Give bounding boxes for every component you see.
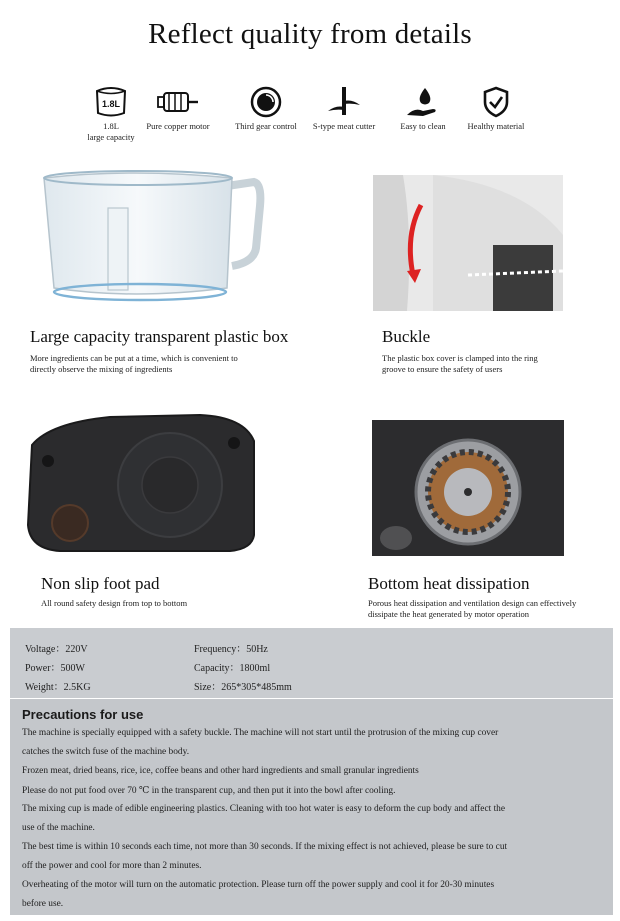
base-underside-photo: [20, 405, 260, 555]
water-drop-hand-icon: [403, 85, 443, 119]
feature-gear: [226, 85, 306, 132]
spec-capacity: Capacity：1800ml: [194, 663, 271, 674]
feature-label: Third gear control: [235, 121, 297, 131]
precaution-line: The best time is within 10 seconds each time, not more than 30 seconds. If the mixing effect is not achieved, please be sure to cut: [22, 842, 508, 852]
specifications-panel: [10, 628, 613, 698]
feature-label: 1.8L large capacity: [87, 121, 135, 142]
feature-cutter: [304, 85, 384, 132]
feature-row: [78, 85, 548, 147]
gear-dial-icon: [248, 85, 284, 119]
shield-check-icon: [478, 85, 514, 119]
precaution-line: before use.: [22, 899, 64, 909]
capacity-badge: 1.8L: [101, 99, 121, 109]
feature-label: Healthy material: [467, 121, 525, 131]
detail-text: Porous heat dissipation and ventilation design can effectively dissipate the heat generated by motor operation: [368, 598, 577, 619]
feature-motor: [138, 85, 218, 132]
feature-label: Easy to clean: [400, 121, 446, 131]
detail-heading: Non slip foot pad: [41, 574, 160, 593]
spec-power: Power：500W: [25, 663, 85, 674]
heat-vent-photo: [372, 420, 564, 556]
detail-heading: Large capacity transparent plastic box: [30, 327, 289, 346]
feature-label: Pure copper motor: [146, 121, 210, 131]
precautions-panel: [10, 699, 613, 915]
feature-material: [456, 85, 536, 132]
detail-text: The plastic box cover is clamped into the ring groove to ensure the safety of users: [382, 353, 538, 374]
precaution-line: The mixing cup is made of edible engineering plastics. Cleaning with too hot water is easy to deform the cup body and affect the: [22, 804, 506, 814]
precautions-title: Precautions for use: [22, 707, 144, 722]
feature-clean: [383, 85, 463, 132]
transparent-bowl-photo: [32, 166, 272, 306]
detail-text: All round safety design from top to bottom: [41, 598, 188, 608]
blade-icon: [324, 85, 364, 119]
spec-size: Size：265*305*485mm: [194, 682, 292, 693]
precaution-line: Please do not put food over 70 ℃ in the transparent cup, and then put it into the bowl after cooling.: [22, 786, 396, 796]
capacity-cup-icon: [91, 85, 131, 119]
precaution-line: use of the machine.: [22, 823, 95, 833]
precaution-line: The machine is specially equipped with a safety buckle. The machine will not start until the protrusion of the mixing cup cover: [22, 728, 499, 738]
precaution-line: Frozen meat, dried beans, rice, ice, coffee beans and other hard ingredients and small granular ingredients: [22, 766, 419, 776]
feature-label: S-type meat cutter: [312, 121, 376, 131]
spec-voltage: Voltage：220V: [25, 644, 88, 655]
page-title: Reflect quality from details: [148, 18, 472, 50]
detail-heading: Bottom heat dissipation: [368, 574, 530, 593]
precaution-line: Overheating of the motor will turn on the automatic protection. Please turn off the power supply and cool it for 20-30 minutes: [22, 880, 495, 890]
spec-frequency: Frequency：50Hz: [194, 644, 268, 655]
precaution-line: off the power and cool for more than 2 minutes.: [22, 861, 202, 871]
detail-heading: Buckle: [382, 327, 431, 346]
spec-weight: Weight：2.5KG: [25, 682, 91, 693]
buckle-photo: [373, 175, 563, 311]
copper-motor-icon: [156, 85, 200, 119]
precaution-line: catches the switch fuse of the machine body.: [22, 747, 190, 757]
detail-text: More ingredients can be put at a time, which is convenient to directly observe the mixing of ingredients: [30, 353, 238, 374]
